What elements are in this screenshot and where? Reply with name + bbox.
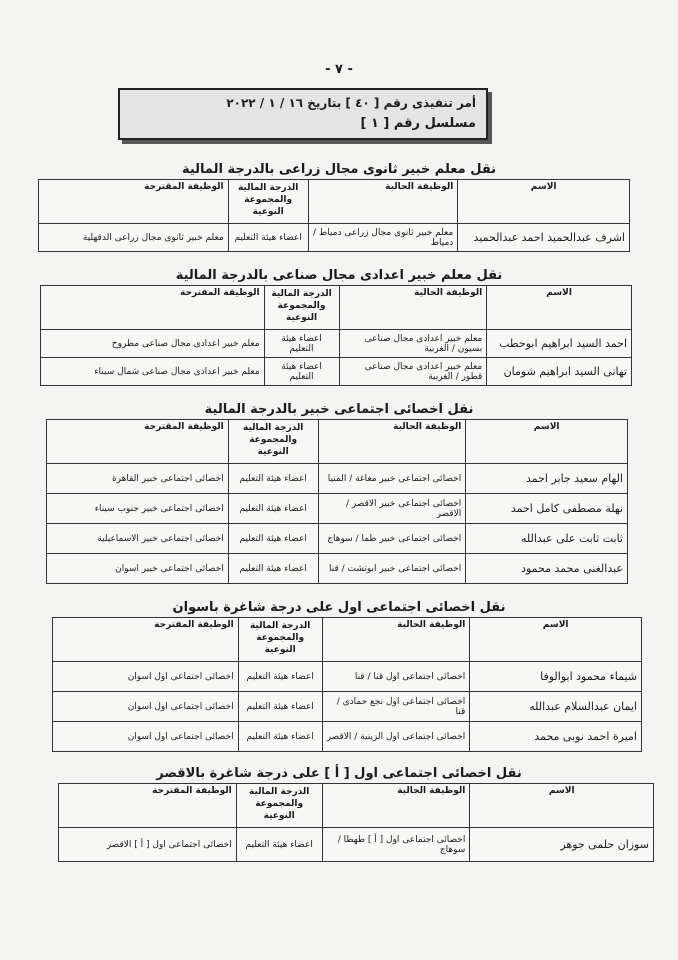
- cell-name: نهلة مصطفى كامل احمد: [466, 494, 628, 524]
- table-row: [59, 828, 654, 862]
- column-header-proposed: الوظيفة المقترحة: [47, 420, 229, 464]
- column-header-grade: الدرجة المالية والمجموعة النوعية: [264, 286, 339, 330]
- cell-grade: اعضاء هيئة التعليم: [238, 662, 322, 692]
- cell-grade: اعضاء هيئة التعليم: [264, 358, 339, 386]
- cell-grade: اعضاء هيئة التعليم: [228, 554, 318, 584]
- cell-proposed: اخصائى اجتماعى خبير الاسماعيلية: [47, 524, 229, 554]
- column-header-name: الاسم: [470, 784, 654, 828]
- section-title: نقل اخصائى اجتماعى اول على درجة شاغرة باسوان: [172, 600, 506, 615]
- column-header-current: الوظيفة الحالية: [322, 618, 470, 662]
- column-header-name: الاسم: [466, 420, 628, 464]
- column-header-current: الوظيفة الحالية: [318, 420, 466, 464]
- serial-number-line: مسلسل رقم [ ١ ]: [360, 116, 476, 131]
- column-header-current: الوظيفة الحالية: [308, 180, 458, 224]
- cell-proposed: اخصائى اجتماعى خبير القاهرة: [47, 464, 229, 494]
- section-title: نقل اخصائى اجتماعى خبير بالدرجة المالية: [204, 402, 474, 417]
- cell-grade: اعضاء هيئة التعليم: [264, 330, 339, 358]
- table-row: [41, 358, 632, 386]
- column-header-name: الاسم: [458, 180, 630, 224]
- transfer-table: [40, 285, 632, 386]
- column-header-grade: الدرجة المالية والمجموعة النوعية: [236, 784, 322, 828]
- section-5: [0, 766, 678, 862]
- column-header-name: الاسم: [487, 286, 632, 330]
- cell-name: تهانى السيد ابراهيم شومان: [487, 358, 632, 386]
- cell-current: اخصائى اجتماعى خبير طما / سوهاج: [318, 524, 466, 554]
- table-row: [47, 524, 628, 554]
- section-2: [0, 268, 678, 386]
- column-header-current: الوظيفة الحالية: [339, 286, 487, 330]
- cell-grade: اعضاء هيئة التعليم: [228, 524, 318, 554]
- cell-proposed: اخصائى اجتماعى اول [ أ ] الاقصر: [59, 828, 237, 862]
- section-title: نقل معلم خبير ثانوى مجال زراعى بالدرجة المالية: [181, 162, 497, 177]
- cell-current: معلم خبير اعدادى مجال صناعى قطور / الغربية: [339, 358, 487, 386]
- cell-name: احمد السيد ابراهيم ابوحطب: [487, 330, 632, 358]
- cell-proposed: اخصائى اجتماعى خبير جنوب سيناء: [47, 494, 229, 524]
- cell-proposed: معلم خبير اعدادى مجال صناعى مطروح: [41, 330, 265, 358]
- cell-grade: اعضاء هيئة التعليم: [228, 224, 308, 252]
- transfer-table: [58, 783, 654, 862]
- cell-name: ثابت ثابت على عبدالله: [466, 524, 628, 554]
- section-3: [0, 402, 678, 584]
- section-1: [0, 162, 678, 252]
- column-header-proposed: الوظيفة المقترحة: [59, 784, 237, 828]
- cell-proposed: معلم خبير ثانوى مجال زراعى الدقهلية: [39, 224, 229, 252]
- cell-current: اخصائى اجتماعى خبير ابوتشت / قنا: [318, 554, 466, 584]
- table-row: [47, 554, 628, 584]
- table-row: [53, 722, 642, 752]
- section-title: نقل معلم خبير اعدادى مجال صناعى بالدرجة المالية: [175, 268, 503, 283]
- column-header-grade: الدرجة المالية والمجموعة النوعية: [238, 618, 322, 662]
- cell-name: اميرة احمد نوبى محمد: [470, 722, 642, 752]
- cell-current: معلم خبير اعدادى مجال صناعى بسيون / الغربية: [339, 330, 487, 358]
- cell-name: اشرف عبدالحميد احمد عبدالحميد: [458, 224, 630, 252]
- cell-name: سوزان حلمى جوهر: [470, 828, 654, 862]
- cell-current: اخصائى اجتماعى اول قنا / قنا: [322, 662, 470, 692]
- cell-grade: اعضاء هيئة التعليم: [238, 692, 322, 722]
- transfer-table: [38, 179, 630, 252]
- cell-proposed: اخصائى اجتماعى خبير اسوان: [47, 554, 229, 584]
- table-row: [53, 692, 642, 722]
- order-number-line: أمر تنفيذى رقم [ ٤٠ ] بتاريخ ١٦ / ١ / ٢٠٢٢: [226, 96, 476, 110]
- cell-current: اخصائى اجتماعى خبير مغاغة / المنيا: [318, 464, 466, 494]
- table-row: [39, 224, 630, 252]
- cell-current: اخصائى اجتماعى خبير الاقصر / الاقصر: [318, 494, 466, 524]
- table-header-row: [39, 180, 630, 224]
- cell-grade: اعضاء هيئة التعليم: [236, 828, 322, 862]
- table-header-row: [47, 420, 628, 464]
- cell-grade: اعضاء هيئة التعليم: [228, 494, 318, 524]
- cell-name: عبدالغنى محمد محمود: [466, 554, 628, 584]
- cell-proposed: اخصائى اجتماعى اول اسوان: [53, 692, 239, 722]
- column-header-proposed: الوظيفة المقترحة: [39, 180, 229, 224]
- table-row: [47, 494, 628, 524]
- column-header-grade: الدرجة المالية والمجموعة النوعية: [228, 180, 308, 224]
- column-header-name: الاسم: [470, 618, 642, 662]
- cell-grade: اعضاء هيئة التعليم: [228, 464, 318, 494]
- cell-proposed: اخصائى اجتماعى اول اسوان: [53, 722, 239, 752]
- table-row: [41, 330, 632, 358]
- table-header-row: [59, 784, 654, 828]
- table-header-row: [41, 286, 632, 330]
- cell-current: اخصائى اجتماعى اول نجع حمادى / قنا: [322, 692, 470, 722]
- column-header-grade: الدرجة المالية والمجموعة النوعية: [228, 420, 318, 464]
- section-4: [0, 600, 678, 752]
- cell-name: الهام سعيد جابر احمد: [466, 464, 628, 494]
- cell-proposed: معلم خبير اعدادى مجال صناعى شمال سيناء: [41, 358, 265, 386]
- cell-current: اخصائى اجتماعى اول الزينية / الاقصر: [322, 722, 470, 752]
- order-header-box: [118, 88, 488, 140]
- cell-current: اخصائى اجتماعى اول [ أ ] طهطا / سوهاج: [322, 828, 470, 862]
- table-row: [47, 464, 628, 494]
- cell-grade: اعضاء هيئة التعليم: [238, 722, 322, 752]
- column-header-proposed: الوظيفة المقترحة: [53, 618, 239, 662]
- transfer-table: [52, 617, 642, 752]
- column-header-proposed: الوظيفة المقترحة: [41, 286, 265, 330]
- table-header-row: [53, 618, 642, 662]
- cell-name: ايمان عبدالسلام عبدالله: [470, 692, 642, 722]
- section-title: نقل اخصائى اجتماعى اول [ أ ] على درجة شاغرة بالاقصر: [156, 766, 522, 781]
- page-number: - ٧ -: [325, 62, 353, 77]
- cell-current: معلم خبير ثانوى مجال زراعى دمياط / دمياط: [308, 224, 458, 252]
- cell-name: شيماء محمود ابوالوفا: [470, 662, 642, 692]
- transfer-table: [46, 419, 628, 584]
- cell-proposed: اخصائى اجتماعى اول اسوان: [53, 662, 239, 692]
- table-row: [53, 662, 642, 692]
- column-header-current: الوظيفة الحالية: [322, 784, 470, 828]
